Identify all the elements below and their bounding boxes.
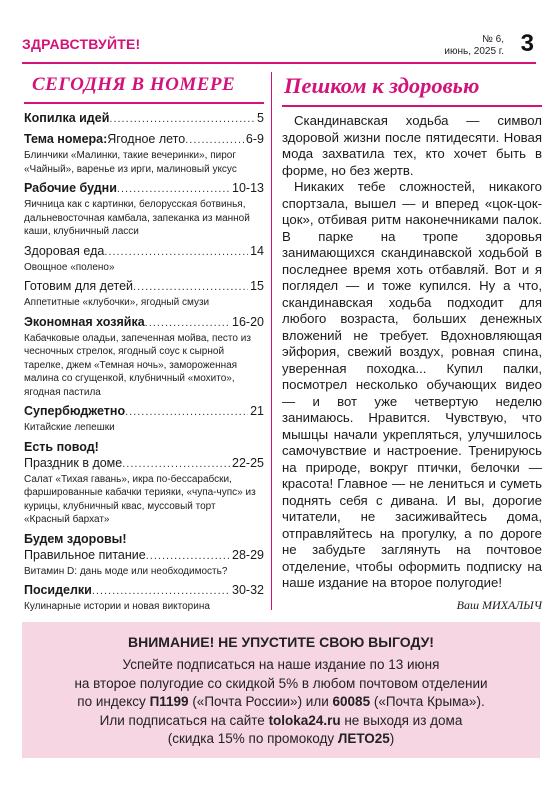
toc-item-desc: Кулинарные истории и новая викторина xyxy=(24,601,210,612)
toc-item-pages: 5 xyxy=(257,111,264,125)
editorial-article xyxy=(282,70,542,613)
promo-text-part: (скидка 15% по промокоду xyxy=(167,731,338,746)
subscription-promo xyxy=(22,622,540,758)
toc-item-desc: Блинчики «Малинки, такие вечеринки», пирог «Чайный», варенье из ирги, малиновый уксус xyxy=(24,150,237,175)
toc-item-desc: Овощное «полено» xyxy=(24,261,115,273)
toc-item[interactable] xyxy=(24,314,264,400)
toc-item-desc: Витамин D: дань моде или необходимость? xyxy=(24,565,228,577)
toc-item-desc: Яичница как с картинки, белорусская ботвинья, дальневосточная камбала, запеканка из манной каши, клубничный ласси xyxy=(24,199,250,237)
article-paragraph: Никаких тебе сложностей, никакого спортзала, вышел — и вперед «цок-цок-цок», отбивая ритм наконечниками палок. В парке на тропе здоровья занимающихся скандинавской ходьбой в последнее время хоть отбавляй. Вот и я поглядел — и тоже купился. Ну а что, скандинавская ходьба подходит для любого возраста, больших денежных вложений не требует. Вдохновляющая эйфория, свежий воздух, ровная спина, уверенная походка... Купил палки, посмотрел несколько обучающих видео — и вот уже четвертую неделю занимаюсь. Нравится. Чувствую, что мышцы начали укрепляться, улучшилось самочувствие и настроение. Тренируюсь на природе, вокруг птички, белочки — красота! Главное — не лениться и суметь поднять себя с дивана. И вы, дорогие читатели, не засиживайтесь дома, отправляйтесь на прогулку, а по дороге не забудьте заглянуть на почтовое отделение, чтобы оформить подписку на наше издание на второе полугодие! xyxy=(282,179,542,590)
table-of-contents xyxy=(24,70,264,618)
article-title: Пешком к здоровью xyxy=(284,73,480,98)
promo-line xyxy=(22,693,540,712)
issue-info xyxy=(444,34,504,58)
subscription-site-link[interactable]: toloka24.ru xyxy=(268,712,341,728)
toc-title: СЕГОДНЯ В НОМЕРЕ xyxy=(32,74,236,95)
promo-text xyxy=(22,656,540,749)
article-title-divider xyxy=(282,105,542,107)
column-divider xyxy=(271,72,272,610)
issue-number: № 6, xyxy=(482,34,504,45)
toc-item[interactable] xyxy=(24,278,264,310)
toc-item-pages: 14 xyxy=(250,243,264,258)
toc-item[interactable] xyxy=(24,531,264,579)
page-header xyxy=(22,28,542,64)
promo-line xyxy=(22,730,540,749)
promo-heading: ВНИМАНИЕ! НЕ УПУСТИТЕ СВОЮ ВЫГОДУ! xyxy=(128,634,434,650)
toc-item-desc: Аппетитные «клубочки», ягодный смузи xyxy=(24,297,210,308)
toc-item[interactable] xyxy=(24,180,264,239)
toc-item-subname: Ягодное лето xyxy=(107,132,186,146)
page-number: 3 xyxy=(520,30,534,57)
promo-line: Успейте подписаться на наше издание по 13 июня xyxy=(122,657,440,672)
toc-item-name: Правильное питание xyxy=(24,547,146,562)
toc-title-divider xyxy=(24,102,264,104)
toc-group-heading: Есть повод! xyxy=(24,439,99,454)
toc-item[interactable] xyxy=(24,439,264,527)
postal-index: П1199 xyxy=(149,694,189,709)
toc-item-name: Посиделки xyxy=(24,583,92,597)
toc-item[interactable] xyxy=(24,243,264,275)
toc-item[interactable] xyxy=(24,131,264,176)
toc-item-pages: 15 xyxy=(250,279,264,293)
promo-line xyxy=(22,712,540,731)
promo-text-part: не выходя из дома xyxy=(340,712,463,728)
toc-item-pages: 30-32 xyxy=(232,583,264,597)
toc-item-pages: 6-9 xyxy=(245,132,264,146)
toc-item[interactable] xyxy=(24,582,264,614)
toc-item-name: Супербюджетно xyxy=(24,404,126,418)
promo-text-part: («Почта России») или xyxy=(188,694,333,709)
article-signature: Ваш МИХАЛЫЧ xyxy=(456,597,542,612)
toc-item-pages: 10-13 xyxy=(232,181,264,195)
issue-date: июнь, 2025 г. xyxy=(444,46,504,57)
toc-item-pages: 22-25 xyxy=(232,455,264,470)
toc-item-name: Экономная хозяйка xyxy=(24,314,145,329)
promo-text-part: по индексу xyxy=(77,694,150,709)
toc-item[interactable] xyxy=(24,110,264,127)
toc-item-name: Тема номера: xyxy=(24,132,108,146)
promo-text-part: Или подписаться на сайте xyxy=(99,712,269,728)
toc-group-heading: Будем здоровы! xyxy=(24,531,127,546)
toc-item-desc: Кабачковые оладьи, запеченная мойва, песто из чесночных стрелок, ягодный соус к сырной тарелке, джем «Темная ночь», замороженная малина со сгущенкой, клубничный «мохито», ягодная пастила xyxy=(24,332,251,398)
section-name: ЗДРАВСТВУЙТЕ! xyxy=(22,36,141,52)
toc-item-pages: 21 xyxy=(250,404,264,418)
postal-index: 60085 xyxy=(332,694,371,709)
toc-item[interactable] xyxy=(24,403,264,435)
promo-text-part: ) xyxy=(389,731,395,746)
header-divider xyxy=(22,62,536,64)
toc-item-name: Праздник в доме xyxy=(24,455,123,470)
promo-code: ЛЕТО25 xyxy=(337,731,390,746)
article-paragraph: Скандинавская ходьба — символ здоровой жизни после пятидесяти. Новая мода захватила тех, кто хочет быть в форме, но без жертв. xyxy=(282,113,542,178)
toc-item-name: Рабочие будни xyxy=(24,181,117,195)
promo-line: на второе полугодие со скидкой 5% в любом почтовом отделении xyxy=(74,675,488,691)
article-body xyxy=(282,113,542,592)
promo-text-part: («Почта Крыма»). xyxy=(370,694,485,709)
toc-item-desc: Китайские лепешки xyxy=(24,422,115,433)
toc-item-pages: 28-29 xyxy=(232,547,264,562)
toc-item-pages: 16-20 xyxy=(232,314,264,329)
toc-item-desc: Салат «Тихая гавань», икра по-бессарабски, фаршированные кабачки терияки, «чупа-чупс» из курицы, клубничный квас, муссовый торт «Красный бархат» xyxy=(24,473,256,525)
toc-item-name: Копилка идей xyxy=(24,111,110,125)
toc-item-name: Здоровая еда xyxy=(24,243,105,258)
toc-item-name: Готовим для детей xyxy=(24,279,134,293)
